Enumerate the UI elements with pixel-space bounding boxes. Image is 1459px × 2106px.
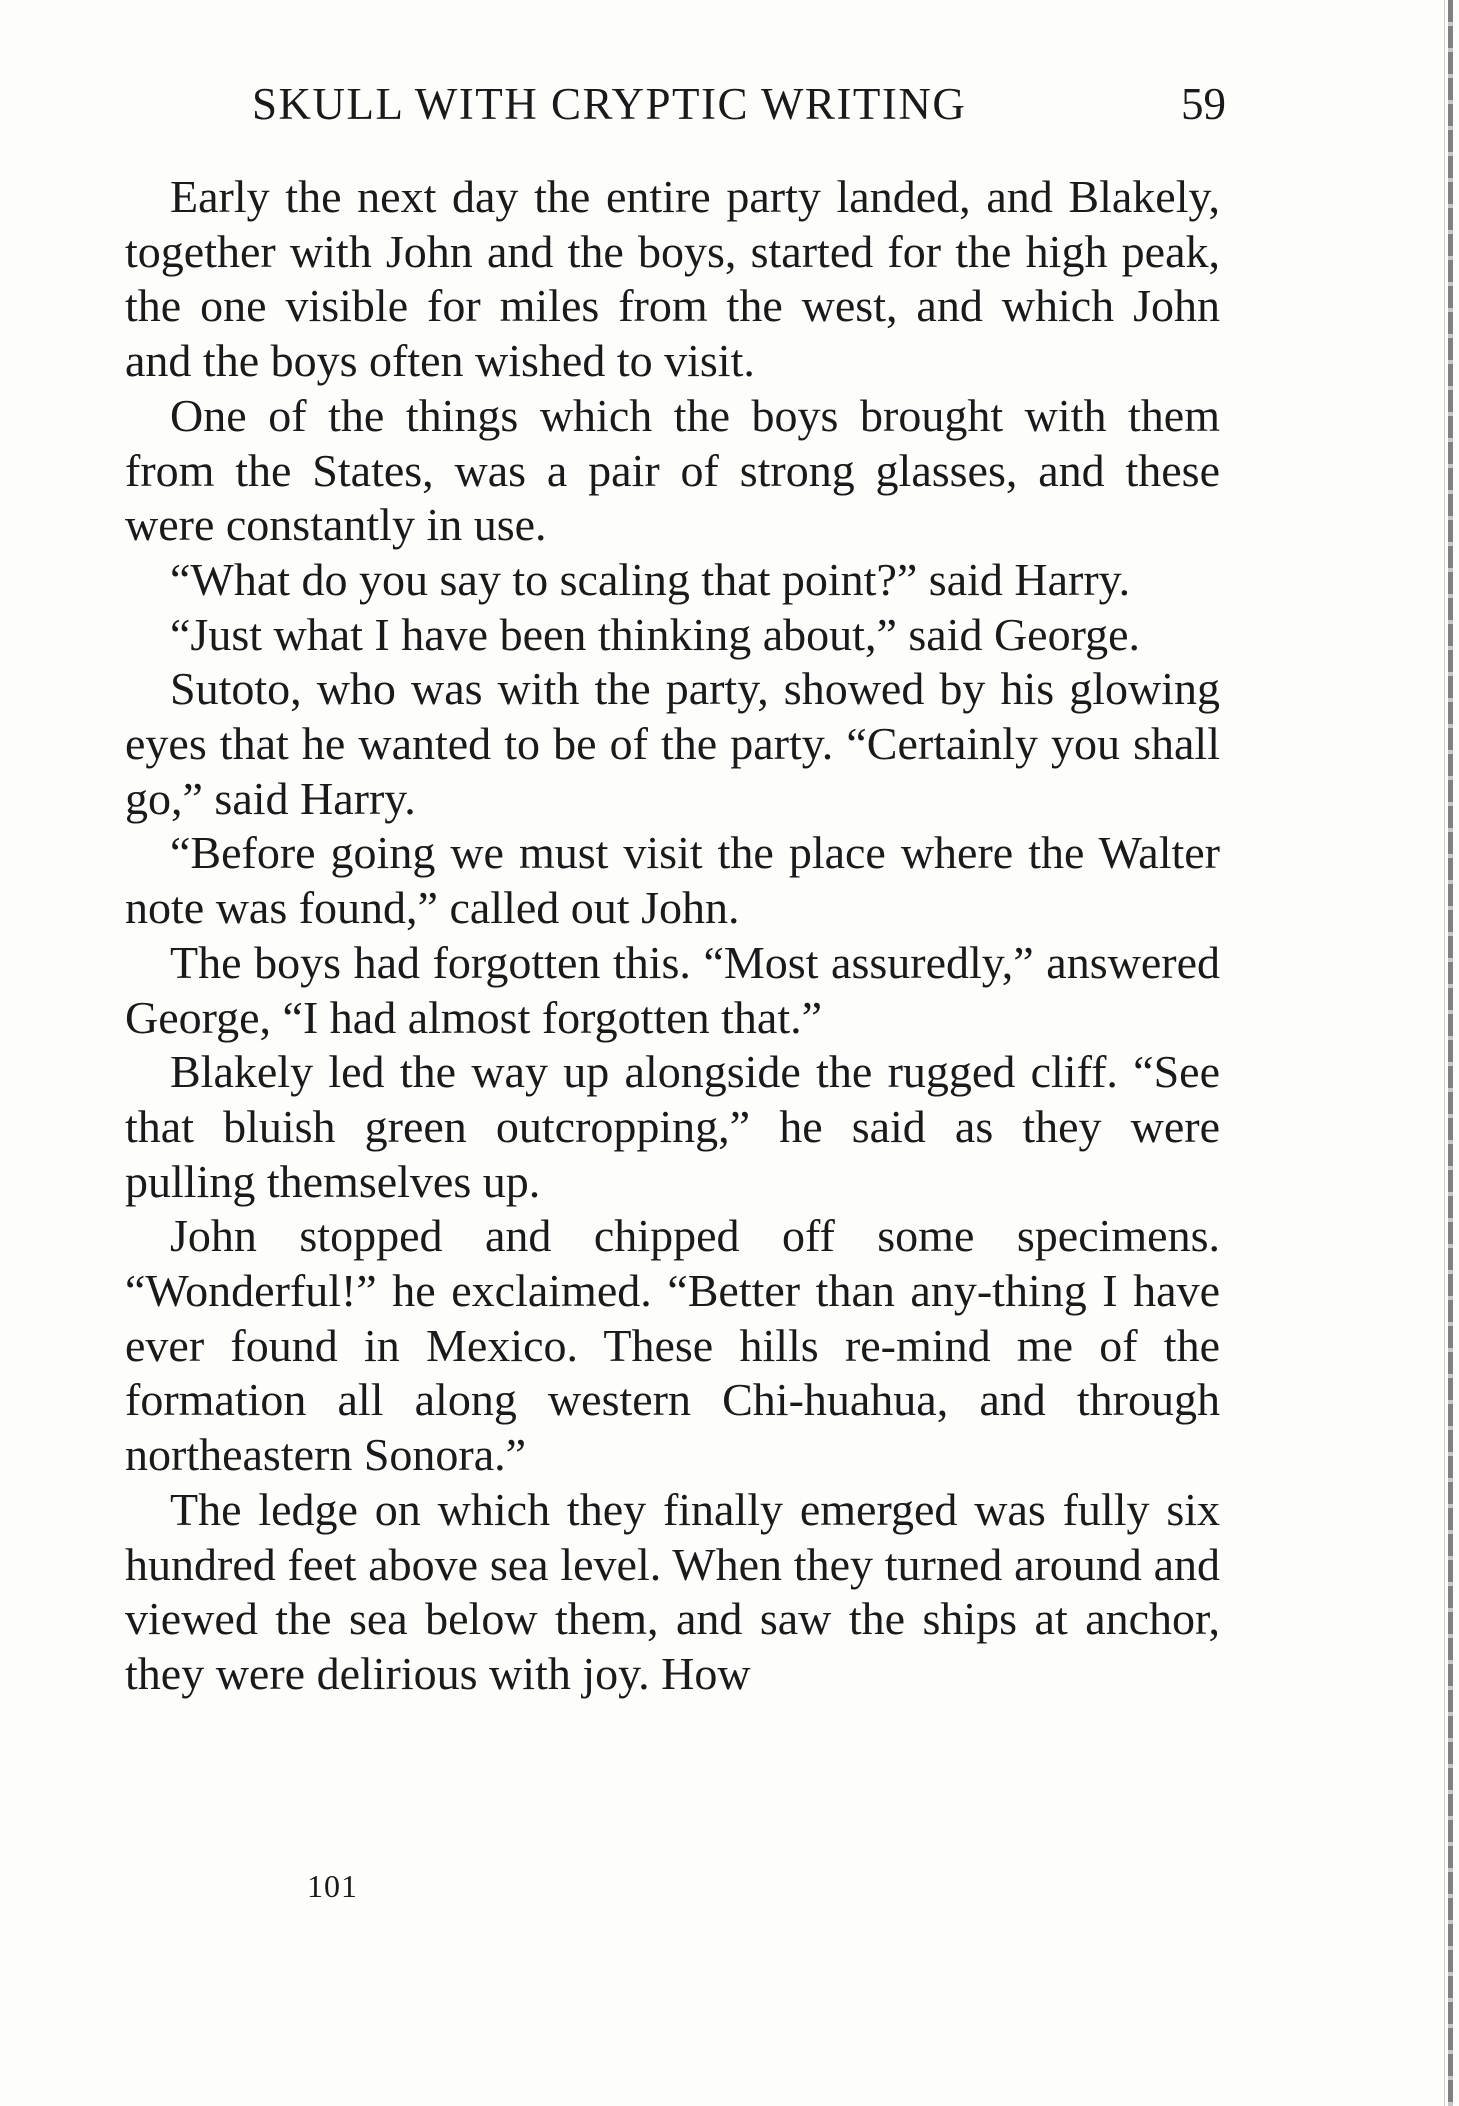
running-title: SKULL WITH CRYPTIC WRITING <box>252 79 967 129</box>
paragraph: The boys had forgotten this. “Most assuredly,” answered George, “I had almost forgotten that.” <box>125 936 1220 1043</box>
paragraph: “What do you say to scaling that point?” said Harry. <box>170 553 1131 605</box>
paragraph: Sutoto, who was with the party, showed by his glowing eyes that he wanted to be of the party. “Certainly you shall go,” said Harry. <box>125 663 1220 824</box>
page-edge-line <box>1444 0 1445 2106</box>
signature-mark: 101 <box>307 1868 358 1904</box>
paragraph: “Just what I have been thinking about,” said George. <box>170 608 1140 660</box>
paragraph: The ledge on which they finally emerged was fully six hundred feet above sea level. When they turned around and viewed the sea below them, and saw the ships at anchor, they were delirious with joy. How <box>125 1483 1220 1699</box>
running-head <box>252 78 1226 138</box>
body-text <box>125 170 1220 1702</box>
paragraph: “Before going we must visit the place where the Walter note was found,” called out John. <box>125 827 1220 934</box>
paragraph: Blakely led the way up alongside the rugged cliff. “See that bluish green outcropping,” he said as they were pulling themselves up. <box>125 1046 1220 1207</box>
page-number: 59 <box>1181 79 1226 129</box>
paragraph: Early the next day the entire party landed, and Blakely, together with John and the boys, started for the high peak, the one visible for miles from the west, and which John and the boys often wished to visit. <box>125 171 1220 387</box>
page-edge-shadow <box>1448 0 1453 2106</box>
paragraph: One of the things which the boys brought with them from the States, was a pair of strong glasses, and these were constantly in use. <box>125 389 1220 551</box>
paragraph: John stopped and chipped off some specimens. “Wonderful!” he exclaimed. “Better than any-thing I have ever found in Mexico. These hills re-mind me of the formation all along western Chi-huahua, and through northeastern Sonora.” <box>125 1210 1220 1481</box>
